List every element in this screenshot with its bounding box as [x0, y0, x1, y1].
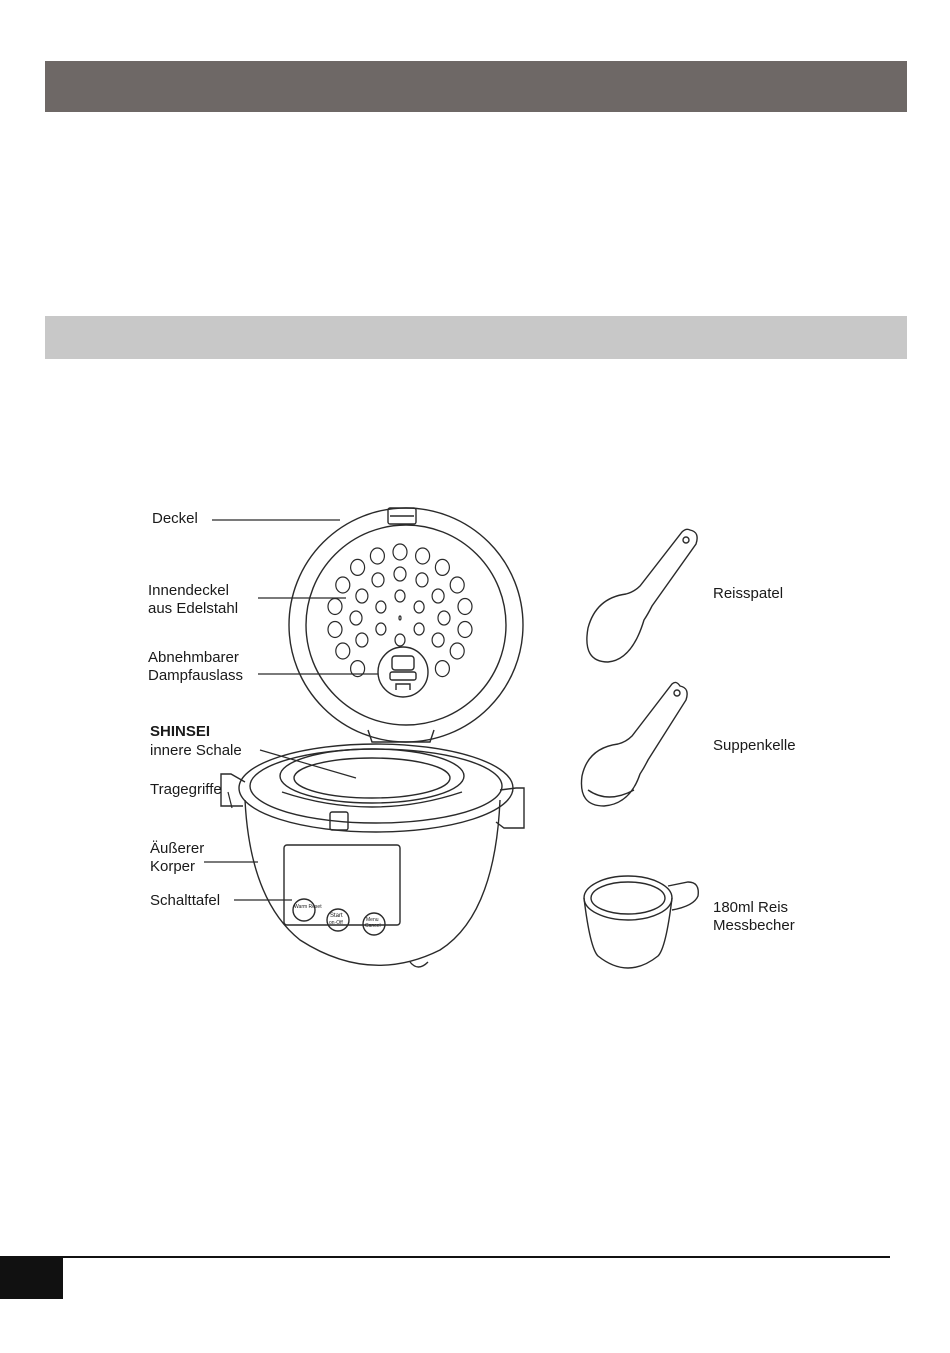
lid-illustration — [289, 508, 523, 742]
label-schalttafel: Schalttafel — [150, 892, 221, 909]
steam-hole — [435, 559, 449, 575]
label-dampfauslass-line2: Dampfauslass — [148, 667, 244, 684]
steam-hole — [458, 599, 472, 615]
steam-hole — [395, 590, 405, 602]
label-messbecher-line2: Messbecher — [713, 917, 795, 934]
steam-hole — [336, 577, 350, 593]
steam-hole — [356, 589, 368, 603]
label-messbecher-line1: 180ml Reis — [713, 899, 789, 916]
steam-hole — [393, 544, 407, 560]
label-dampfauslass-line1: Abnehmbarer — [148, 649, 239, 666]
label-koerper-line2: Korper — [150, 858, 196, 875]
label-koerper-line1: Äußerer — [150, 840, 205, 857]
steam-hole — [432, 589, 444, 603]
steam-hole — [350, 611, 362, 625]
steam-hole — [395, 634, 405, 646]
steam-hole — [416, 548, 430, 564]
steam-hole — [370, 548, 384, 564]
steam-hole — [336, 643, 350, 659]
rice-spatula-illustration — [587, 529, 697, 662]
label-innendeckel-line2: aus Edelstahl — [148, 600, 239, 617]
footer-rule — [0, 1256, 890, 1258]
steam-hole — [356, 633, 368, 647]
steam-hole — [394, 567, 406, 581]
panel-button-menu-text: Menu — [366, 917, 379, 923]
label-innendeckel-line1: Innendeckel — [148, 582, 229, 599]
steam-hole — [376, 623, 386, 635]
steam-hole — [414, 601, 424, 613]
panel-button-start-text: Start — [330, 913, 343, 919]
steam-hole — [450, 643, 464, 659]
steam-hole — [376, 601, 386, 613]
panel-button-warm-text: Warm Reset — [294, 904, 322, 910]
steam-hole — [435, 661, 449, 677]
label-reisspatel: Reisspatel — [713, 585, 784, 602]
label-innere-schale: innere Schale — [150, 742, 242, 759]
steam-hole — [372, 573, 384, 587]
steam-hole — [450, 577, 464, 593]
steam-hole — [438, 611, 450, 625]
soup-ladle-illustration — [581, 682, 687, 806]
cooker-body-illustration — [221, 744, 524, 967]
steam-hole — [416, 573, 428, 587]
page-number-tab — [0, 1258, 63, 1299]
panel-button-cancel-text: Cancel — [365, 923, 381, 929]
steam-hole — [414, 623, 424, 635]
measuring-cup-illustration — [584, 876, 698, 968]
steam-hole — [328, 599, 342, 615]
steam-hole — [328, 622, 342, 638]
steam-hole — [351, 559, 365, 575]
label-suppenkelle: Suppenkelle — [713, 737, 796, 754]
label-deckel: Deckel — [152, 510, 198, 527]
label-tragegriffe: Tragegriffe — [150, 781, 222, 798]
steam-hole — [458, 622, 472, 638]
label-brand-shinsei: SHINSEI — [150, 723, 211, 740]
leader-lines — [204, 520, 378, 900]
panel-button-onoff-text: on·Off — [329, 920, 343, 926]
steam-hole — [432, 633, 444, 647]
steam-hole — [399, 616, 401, 620]
